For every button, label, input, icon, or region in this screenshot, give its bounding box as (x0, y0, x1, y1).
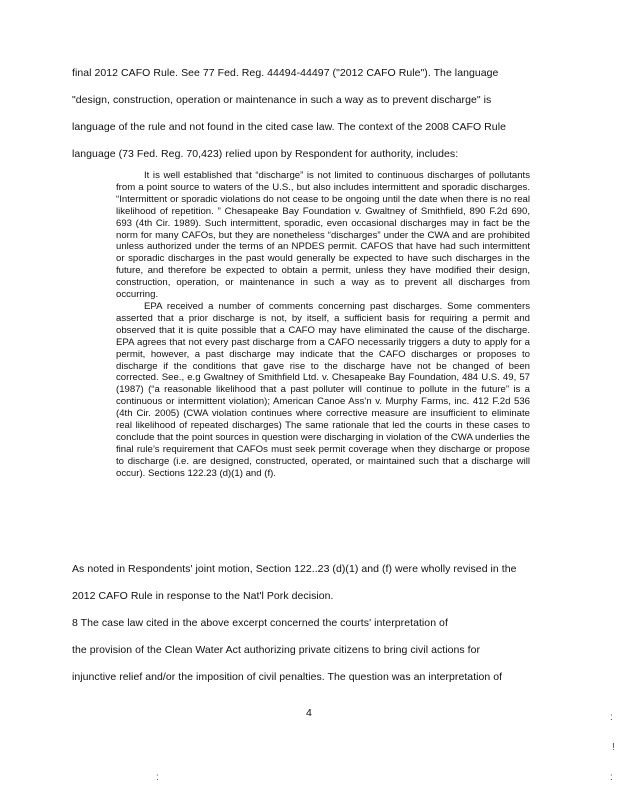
block-quote (116, 170, 530, 480)
margin-mark: ! (612, 742, 615, 753)
text-line: 2012 CAFO Rule in response to the Nat'l Pork decision. (72, 590, 334, 602)
text-line: As noted in Respondents' joint motion, Section 122..23 (d)(1) and (f) were wholly revised in the (72, 563, 517, 575)
margin-mark: : (610, 772, 613, 783)
quote-paragraph: EPA received a number of comments concerning past discharges. Some commenters asserted that a prior discharge is not, by itself, a sufficient basis for requiring a permit and observed that it is quite possible that a CAFO may have eliminated the cause of the discharge. EPA agrees that not every past discharge from a CAFO necessarily triggers a duty to apply for a permit, however, a past discharge may indicate that the CAFO discharges or proposes to discharge if the conditions that gave rise to the discharge have not be changed of been corrected. See., e.g Gwaltney of Smithfield Ltd. v. Chesapeake Bay Foundation, 484 U.S. 49, 57 (1987) (“a reasonable likelihood that a past polluter will continue to pollute in the future” is a continuous or intermittent violation); American Canoe Ass’n v. Murphy Farms, inc. 412 F.2d 536 (4th Cir. 2005) (CWA violation continues where corrective measure are insufficient to eliminate real likelihood of repeated discharges) The same rationale that led the courts in these cases to conclude that the point sources in question were discharging in violation of the CWA underlies the final rule’s requirement that CAFOs must seek permit coverage when they discharge or propose to discharge (i.e. are designed, constructed, operated, or maintained such that a discharge will occur). Sections 122.23 (d)(1) and (f). (116, 300, 530, 479)
text-line: language of the rule and not found in the cited case law. The context of the 2008 CAFO Rule (72, 121, 506, 133)
text-line: 8 The case law cited in the above excerpt concerned the courts' interpretation of (72, 617, 448, 629)
margin-mark: : (156, 772, 159, 783)
text-line: final 2012 CAFO Rule. See 77 Fed. Reg. 44494-44497 ("2012 CAFO Rule"). The language (72, 67, 499, 79)
text-line: the provision of the Clean Water Act authorizing private citizens to bring civil actions for (72, 644, 481, 656)
text-line: "design, construction, operation or maintenance in such a way as to prevent discharge" is (72, 94, 492, 106)
quote-paragraph: It is well established that “discharge” is not limited to continuous discharges of pollutants from a point source to waters of the U.S., but also includes intermittent and sporadic discharges. “Intermittent or sporadic violations do not cease to be ongoing until the date when there is no real likelihood of repetition. ” Chesapeake Bay Foundation v. Gwaltney of Smithfield, 890 F.2d 690, 693 (4th Cir. 1989). Such intermittent, sporadic, even occasional discharges may in fact be the norm for many CAFOs, but they are nonetheless “discharges” under the CWA and are prohibited unless authorized under the terms of an NPDES permit. CAFOS that have had such intermittent or sporadic discharges in the past would generally be expected to have such discharges in the future, and therefore be expected to obtain a permit, unless they have modified their design, construction, operation, or maintenance in such a way as to prevent all discharges from occurring. (116, 170, 530, 301)
text-line: language (73 Fed. Reg. 70,423) relied upon by Respondent for authority, includes: (72, 148, 459, 160)
page-number: 4 (306, 707, 312, 719)
text-line: injunctive relief and/or the imposition of civil penalties. The question was an interpretation of (72, 671, 503, 683)
margin-mark: : (610, 712, 613, 723)
